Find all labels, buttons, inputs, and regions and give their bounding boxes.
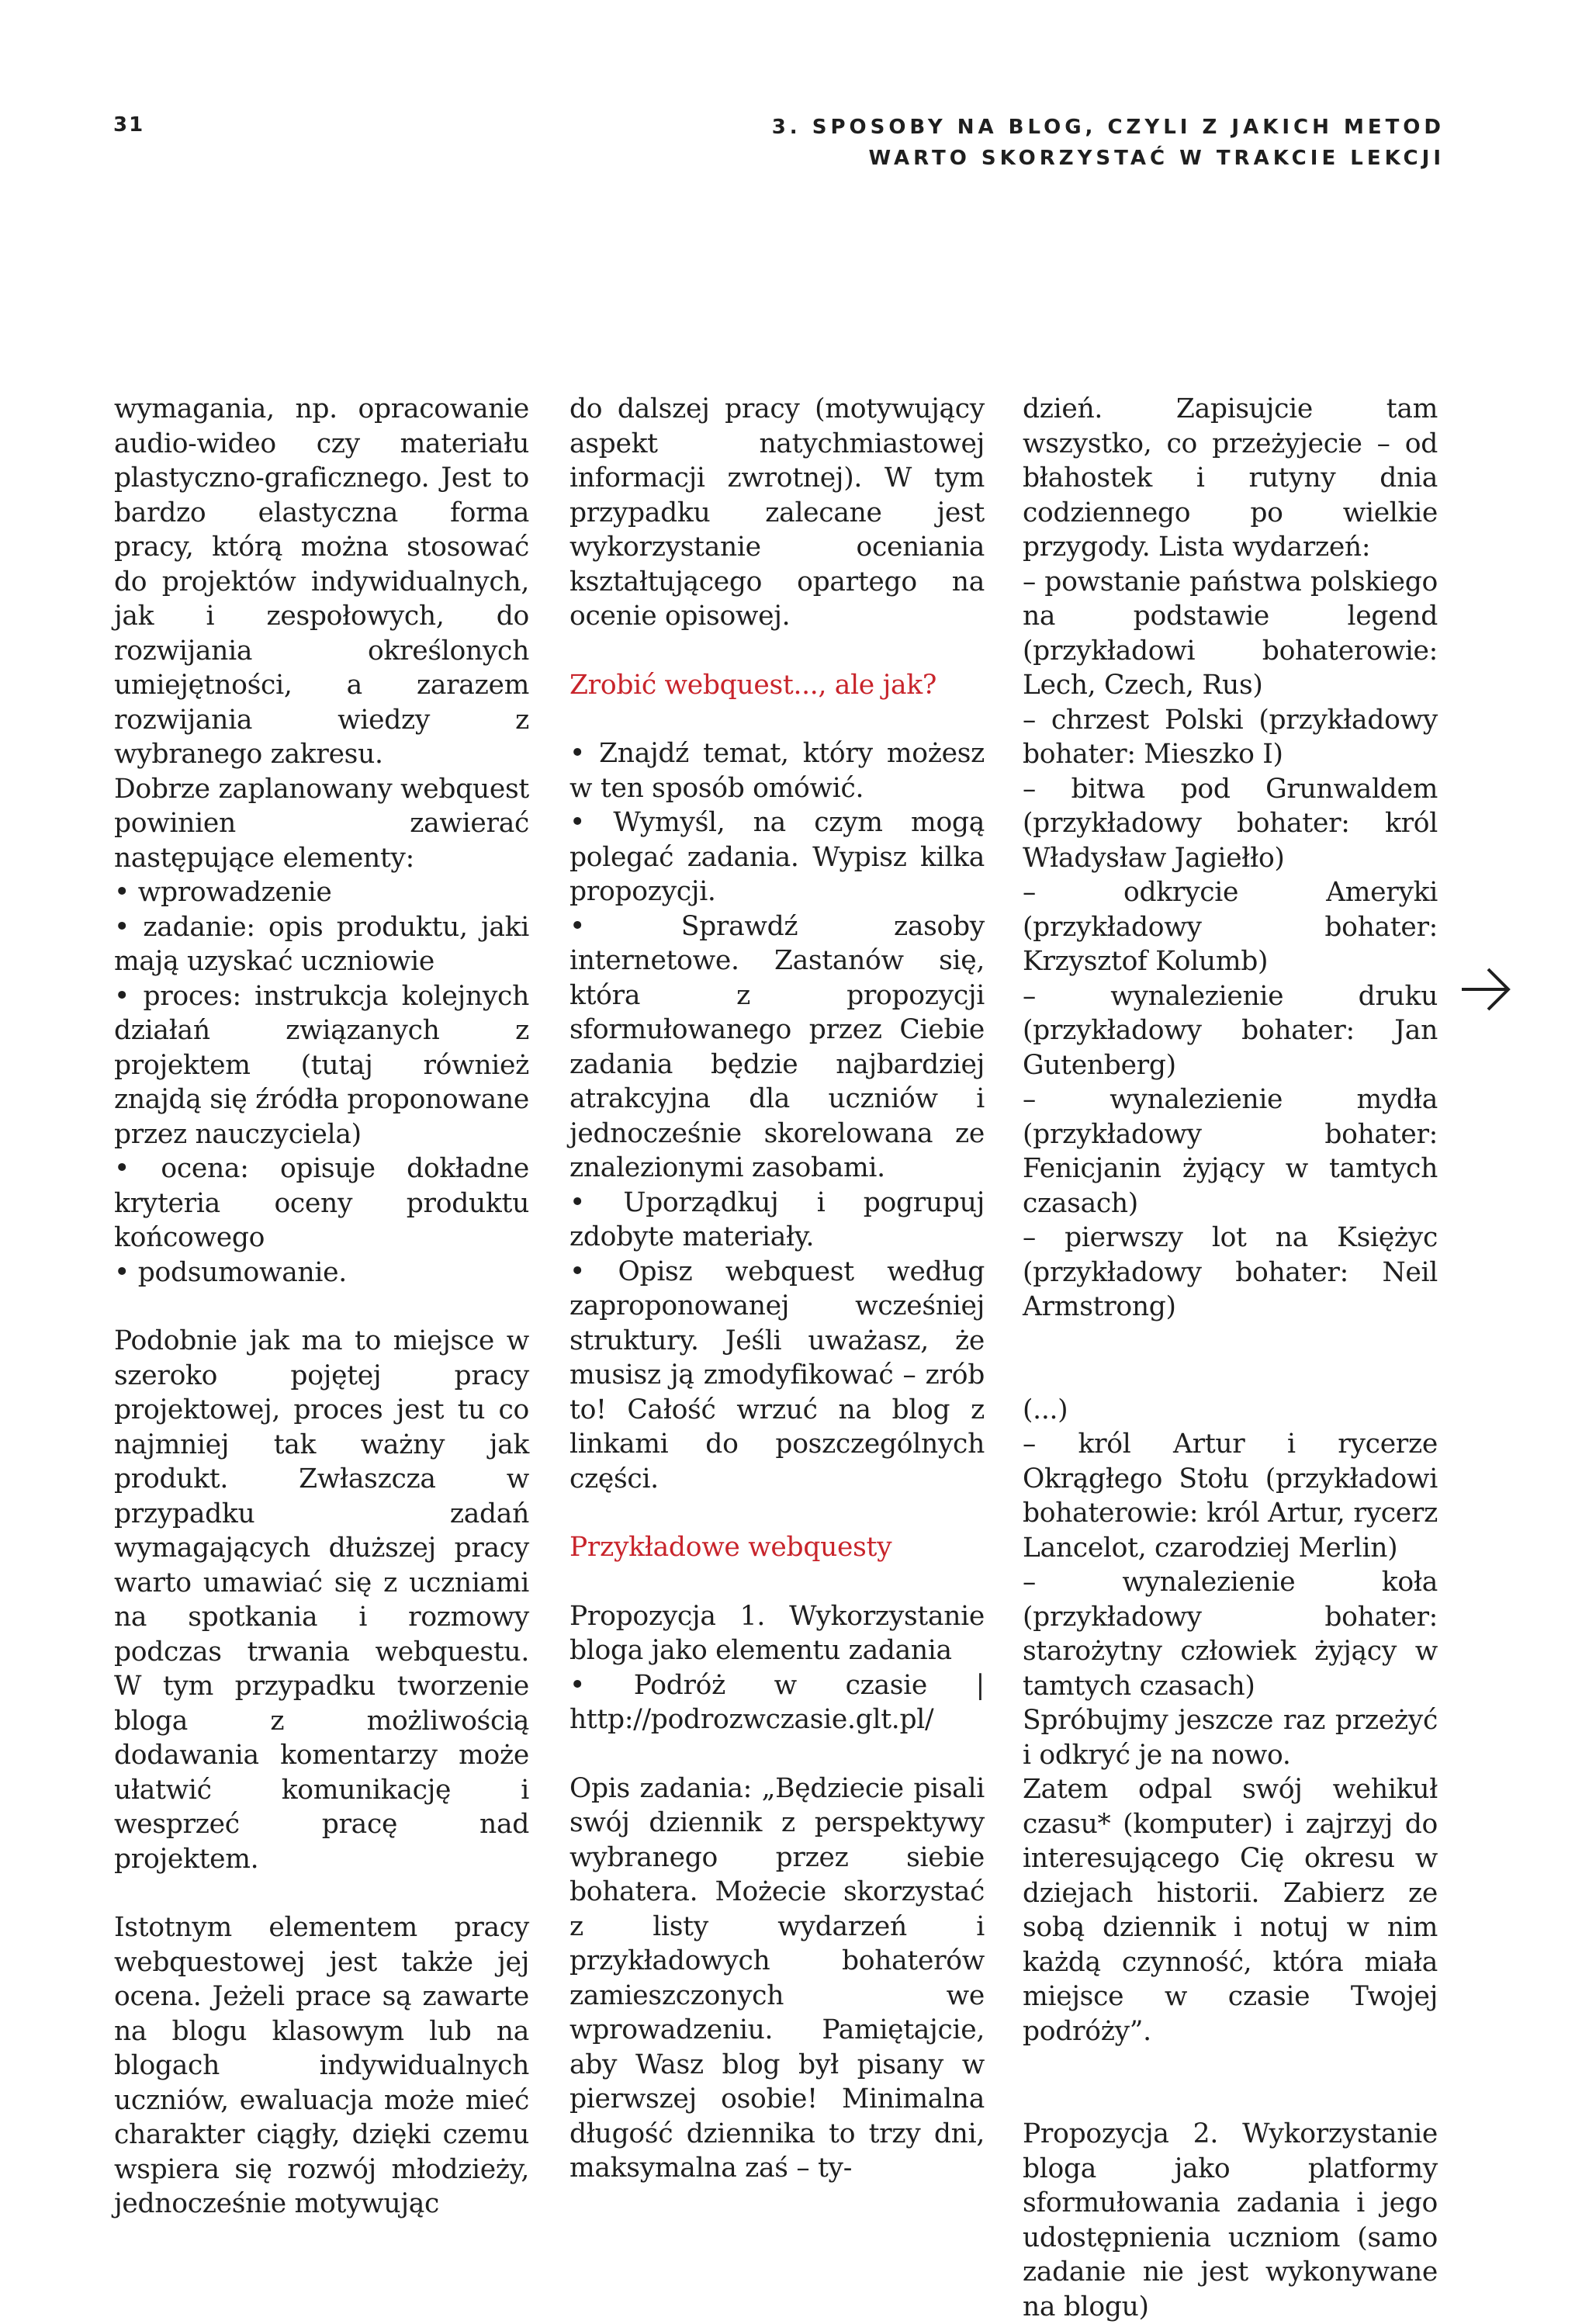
arrow-right-icon [1459,966,1513,1013]
text-column-2 [569,392,985,2186]
element-list: Dobrze zaplanowany webquest powinien zawierać następujące elementy: • wprowadzenie • zadanie: opis produktu, jaki mają uzyskać uczniowie • proces: instrukcja kolejnych działań związanych z projektem (tutaj również znajdą się źródła proponowane przez nauczyciela) • ocena: opisuje dokładne kryteria oceny produktu końcowego • podsumowanie. [114,773,529,1288]
running-head-line-1: 3. SPOSOBY NA BLOG, CZYLI Z JAKICH METOD [771,116,1445,139]
proposal-1: Propozycja 1. Wykorzystanie bloga jako elementu zadania • Podróż w czasie | http://podrozwczasie.glt.pl/ [569,1600,985,1735]
paragraph: do dalszej pracy (motywujący aspekt natychmiastowej informacji zwrotnej). W tym przypadku zalecane jest wykorzystanie oceniania kształtującego opartego na ocenie opisowej. [569,393,985,632]
page-number: 31 [113,113,145,137]
section-heading: Zrobić webquest..., ale jak? [569,669,937,701]
running-head-line-2: WARTO SKORZYSTAĆ W TRAKCIE LEKCJI [868,147,1445,170]
running-head [772,112,1445,174]
proposal-2: Propozycja 2. Wykorzystanie bloga jako platformy sformułowania zadania i jego udostępnienia uczniom (samo zadanie nie jest wykonywane na blogu) [1023,2118,1438,2322]
paragraph: wymagania, np. opracowanie audio-wideo czy materiału plastyczno-graficznego. Jest to bardzo elastyczna forma pracy, którą można stosować do projektów indywidualnych, jak i zespołowych, do rozwijania określonych umiejętności, a zarazem rozwijania wiedzy z wybranego zakresu. [114,393,529,770]
paragraph: Istotnym elementem pracy webquestowej jest także jej ocena. Jeżeli prace są zawarte na blogu klasowym lub na blogach indywidualnych uczniów, ewaluacja może mieć charakter ciągły, dzięki czemu wspiera się rozwój młodzieży, jednocześnie motywując [114,1912,529,2219]
steps-list: • Znajdź temat, który możesz w ten sposób omówić. • Wymyśl, na czym mogą polegać zadania. Wypisz kilka propozycji. • Sprawdź zasoby internetowe. Zastanów się, która z propozycji sformułowanego przez Ciebie zadania będzie najbardziej atrakcyjna dla uczniów i jednocześnie skorelowana ze znalezionymi zasobami. • Uporządkuj i pogrupuj zdobyte materiały. • Opisz webquest według zaproponowanej wcześniej struktury. Jeśli uważasz, że musisz ją zmodyfikować – zrób to! Całość wrzuć na blog z linkami do poszczególnych części. [569,738,985,1494]
paragraph: Podobnie jak ma to miejsce w szeroko pojętej pracy projektowej, proces jest tu co najmniej tak ważny jak produkt. Zwłaszcza w przypadku zadań wymagających dłuższej pracy warto umawiać się z uczniami na spotkania i rozmowy podczas trwania webquestu. W tym przypadku tworzenie bloga z możliwością dodawania komentarzy może ułatwić komunikację i wesprzeć pracę nad projektem. [114,1325,529,1875]
task-description: Opis zadania: „Będziecie pisali swój dziennik z perspektywy wybranego przez siebie bohatera. Możecie skorzystać z listy wydarzeń i przykładowych bohaterów zamieszczonych we wprowadzeniu. Pamiętajcie, aby Wasz blog był pisany w pierwszej osobie! Minimalna długość dziennika to trzy dni, maksymalna zaś – ty- [569,1772,985,2184]
event-list-continued: (...) – król Artur i rycerze Okrągłego Stołu (przykładowi bohaterowie: król Artur, rycerz Lancelot, czarodziej Merlin) – wynalezienie koła (przykładowy bohater: starożytny człowiek żyjący w tamtych czasach) Spróbujmy jeszcze raz przeżyć i odkryć je na nowo. Zatem odpal swój wehikuł czasu* (komputer) i zajrzyj do interesującego Cię okresu w dziejach historii. Zabierz ze sobą dziennik i notuj w nim każdą czynność, która miała miejsce w czasie Twojej podróży”. [1023,1394,1438,2047]
text-column-3 [1023,392,1438,2324]
section-heading: Przykładowe webquesty [569,1532,892,1563]
text-column-1 [114,392,529,2222]
event-list: dzień. Zapisujcie tam wszystko, co przeżyjecie – od błahostek i rutyny dnia codziennego po wielkie przygody. Lista wydarzeń: – powstanie państwa polskiego na podstawie legend (przykładowi bohaterowie: Lech, Czech, Rus) – chrzest Polski (przykładowy bohater: Mieszko I) – bitwa pod Grunwaldem (przykładowy bohater: król Władysław Jagiełło) – odkrycie Ameryki (przykładowy bohater: Krzysztof Kolumb) – wynalezienie druku (przykładowy bohater: Jan Gutenberg) – wynalezienie mydła (przykładowy bohater: Fenicjanin żyjący w tamtych czasach) – pierwszy lot na Księżyc (przykładowy bohater: Neil Armstrong) [1023,393,1438,1322]
